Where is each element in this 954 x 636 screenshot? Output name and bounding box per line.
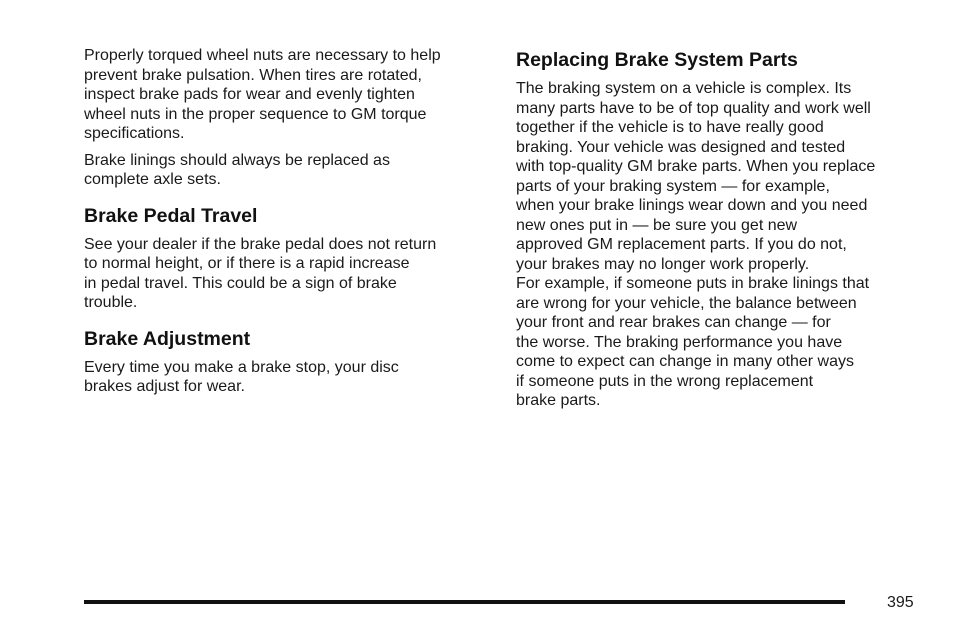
replacing-parts-paragraph-2 [516, 274, 920, 411]
brake-pedal-travel-heading: Brake Pedal Travel [84, 204, 258, 227]
replacing-brake-parts-heading: Replacing Brake System Parts [516, 49, 798, 71]
text-line: parts of your braking system — for example, [516, 177, 830, 195]
brake-adjustment-paragraph [84, 358, 488, 397]
text-line: brakes adjust for wear. [84, 378, 245, 395]
page-number: 395 [887, 594, 914, 611]
text-line: when your brake linings wear down and you need [516, 197, 868, 214]
text-line: your brakes may no longer work properly. [516, 255, 810, 273]
text-line: braking. Your vehicle was designed and tested [516, 138, 846, 156]
right-column [516, 46, 920, 411]
text-line: inspect brake pads for wear and evenly tighten [84, 86, 415, 103]
text-line: the worse. The braking performance you have [516, 333, 843, 351]
text-line: new ones put in — be sure you get new [516, 216, 798, 234]
brake-adjustment-heading: Brake Adjustment [84, 327, 251, 350]
text-line: in pedal travel. This could be a sign of brake [84, 274, 397, 292]
text-line: wheel nuts in the proper sequence to GM torque [84, 105, 427, 123]
footer-rule [84, 600, 845, 604]
brake-adjustment-section [84, 327, 488, 397]
text-line: if someone puts in the wrong replacement [516, 372, 814, 390]
text-line: together if the vehicle is to have really good [516, 119, 824, 136]
text-line: See your dealer if the brake pedal does not return [84, 235, 437, 253]
text-line: to normal height, or if there is a rapid increase [84, 255, 410, 272]
text-line: Properly torqued wheel nuts are necessary to help [84, 47, 441, 64]
text-line: For example, if someone puts in brake linings that [516, 275, 870, 292]
text-line: Brake linings should always be replaced as [84, 151, 390, 169]
brake-linings-paragraph [84, 151, 488, 190]
text-line: approved GM replacement parts. If you do not, [516, 236, 847, 253]
text-line: your front and rear brakes can change — for [516, 314, 831, 331]
text-line: The braking system on a vehicle is complex. Its [516, 80, 852, 97]
wheel-nuts-paragraph [84, 46, 488, 144]
text-line: complete axle sets. [84, 171, 221, 188]
text-line: brake parts. [516, 392, 601, 409]
replacing-parts-paragraph-1 [516, 79, 920, 274]
intro-section [84, 46, 488, 190]
brake-pedal-travel-paragraph [84, 235, 488, 313]
replacing-brake-parts-section [516, 48, 920, 411]
left-column [84, 46, 488, 404]
text-line: with top-quality GM brake parts. When you replace [516, 158, 876, 175]
brake-pedal-travel-section [84, 204, 488, 313]
text-line: are wrong for your vehicle, the balance between [516, 294, 857, 312]
text-line: come to expect can change in many other ways [516, 353, 854, 370]
text-line: trouble. [84, 294, 138, 311]
text-line: prevent brake pulsation. When tires are rotated, [84, 66, 422, 84]
text-line: Every time you make a brake stop, your disc [84, 358, 399, 376]
text-line: many parts have to be of top quality and work well [516, 99, 871, 117]
text-line: specifications. [84, 125, 185, 142]
